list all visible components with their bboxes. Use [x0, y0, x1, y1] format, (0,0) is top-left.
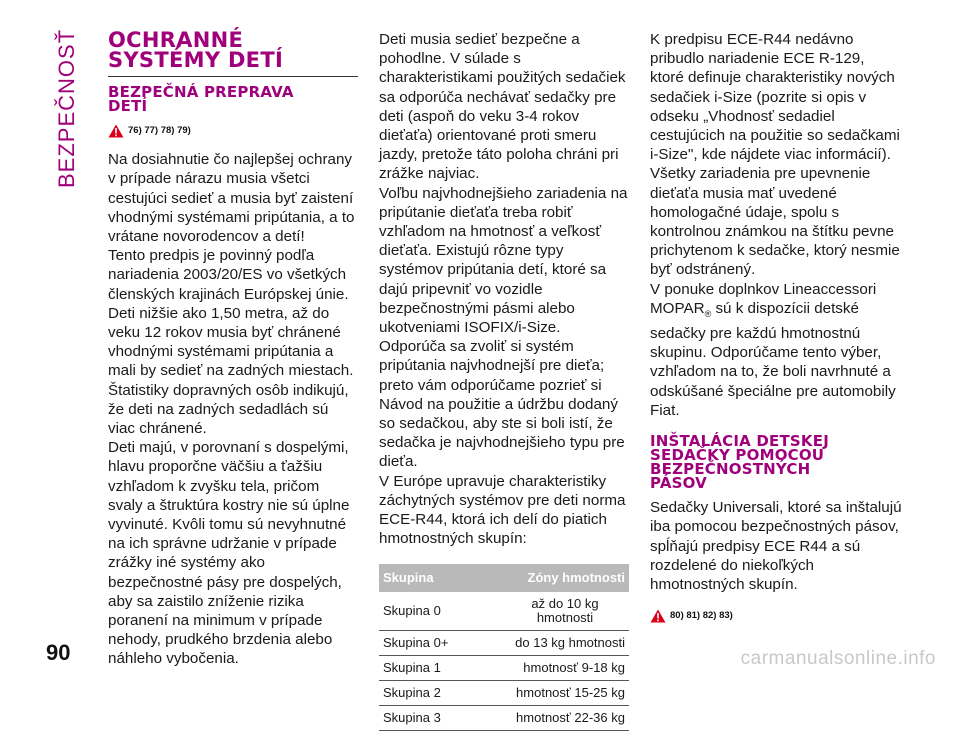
- chapter-title-line-2: SYSTÉMY DETÍ: [108, 48, 284, 72]
- warning-references: [108, 121, 358, 140]
- table-row: [379, 631, 629, 656]
- mopar-text-start: V ponuke doplnkov Lineaccessori MOPAR: [650, 280, 877, 317]
- table-row: [379, 681, 629, 706]
- mopar-text-end: sú k dispozícii detské sedačky pre každú hmotnostnú skupinu. Odporúčame tento výber, vzhľadom na to, že boli navrhnuté a odskúšané špeciálne pre automobily Fiat.: [650, 299, 896, 419]
- section-title-belt-installation: [650, 432, 902, 493]
- table-cell-weight: do 13 kg hmotnosti: [501, 631, 629, 656]
- side-section-label: BEZPEČNOSŤ: [54, 28, 79, 188]
- table-row: [379, 706, 629, 731]
- table-cell-group: Skupina 3: [379, 706, 501, 731]
- warning-refs-text: 80) 81) 82) 83): [670, 610, 733, 622]
- paragraph: Sedačky Universali, ktoré sa inštalujú iba pomocou bezpečnostných pásov, spĺňajú predpisy ECE R44 a sú rozdelené do niekoľkých hmotnostných skupín.: [650, 499, 902, 593]
- table-cell-weight: hmotnosť 15-25 kg: [501, 681, 629, 706]
- paragraph: Tento predpis je povinný podľa nariadenia 2003/20/ES vo všetkých členských krajinách Európskej únie.: [108, 247, 349, 303]
- table-header-weight: Zóny hmotnosti: [501, 564, 629, 592]
- section-title-safe-transport: [108, 85, 358, 113]
- paragraph: Deti nižšie ako 1,50 metra, až do veku 12 rokov musia byť chránené vhodnými systémami pripútania a mali by sedieť na zadných miestach.: [108, 304, 354, 380]
- table-row: [379, 656, 629, 681]
- paragraph: Všetky zariadenia pre upevnenie dieťaťa musia mať uvedené homologačné údaje, spolu s kontrolnou známkou na štítku pevne prichytenom k sedačke, ktorý nesmie byť odstránený.: [650, 165, 900, 279]
- warning-triangle-icon: [108, 124, 124, 138]
- warning-triangle-icon: [650, 609, 666, 623]
- chapter-title-line-1: OCHRANNÉ: [108, 28, 244, 52]
- paragraph: K predpisu ECE-R44 nedávno pribudlo nariadenie ECE R-129, ktoré definuje charakteristiky nových sedačiek i-Size (pozrite si opis v odseku „Vhodnosť sedadiel cestujúcich na použitie so sedačkami i-Size", kde nájdete viac informácií).: [650, 31, 900, 164]
- column-2: [379, 30, 629, 731]
- table-cell-group: Skupina 0+: [379, 631, 501, 656]
- watermark: carmanualsonline.info: [740, 648, 936, 669]
- section-title-line-2: SEDAČKY POMOCOU: [650, 446, 825, 465]
- table-cell-weight: až do 10 kg hmotnosti: [501, 592, 629, 631]
- table-cell-weight: hmotnosť 9-18 kg: [501, 656, 629, 681]
- paragraph: V Európe upravuje charakteristiky záchytných systémov pre deti norma ECE-R44, ktorá ich delí do piatich hmotnostných skupín:: [379, 472, 626, 548]
- paragraph: Voľbu najvhodnejšieho zariadenia na pripútanie dieťaťa treba robiť vzhľadom na hmotnosť a veľkosť dieťaťa. Existujú rôzne typy systémov pripútania detí, ktoré sa dajú pripevniť vo vozidle bezpečnostnými pásmi alebo ukotveniami ISOFIX/i-Size.: [379, 184, 628, 337]
- section-title-line-4: PÁSOV: [650, 474, 707, 493]
- weight-groups-table: [379, 564, 629, 731]
- column-1: [108, 30, 358, 669]
- section-title-line-1: INŠTALÁCIA DETSKEJ: [650, 432, 829, 451]
- warning-references: [650, 606, 902, 625]
- section-title-line-2: DETÍ: [108, 97, 148, 115]
- warning-refs-text: 76) 77) 78) 79): [128, 125, 191, 136]
- paragraph: Štatistiky dopravných osôb indikujú, že deti na zadných sedadlách sú viac chránené.: [108, 381, 349, 438]
- section-title-line-3: BEZPEČNOSTNÝCH: [650, 460, 811, 479]
- table-header-group: Skupina: [379, 564, 501, 592]
- table-row: [379, 592, 629, 631]
- section-title-line-1: BEZPEČNÁ PREPRAVA: [108, 83, 294, 101]
- page-number: 90: [46, 640, 71, 665]
- paragraph: Na dosiahnutie čo najlepšej ochrany v prípade nárazu musia všetci cestujúci sedieť a musia byť zaistení vhodnými systémami pripútania, a to vrátane novorodencov a detí!: [108, 151, 355, 246]
- table-cell-weight: hmotnosť 22-36 kg: [501, 706, 629, 731]
- paragraph: Deti majú, v porovnaní s dospelými, hlavu proporčne väčšiu a ťažšiu vzhľadom k zvyšku tela, pričom svaly a štruktúra kostry nie sú úplne vyvinuté. Kvôli tomu sú nevyhnutné na ich správne udržanie v prípade zrážky iné systémy ako bezpečnostné pásy pre dospelých, aby sa zaistilo zníženie rizika poranení na minimum v prípade nehody, prudkého brzdenia alebo náhleho vybočenia.: [108, 439, 350, 668]
- table-cell-group: Skupina 1: [379, 656, 501, 681]
- table-cell-group: Skupina 0: [379, 592, 501, 631]
- chapter-title: [108, 30, 358, 77]
- table-cell-group: Skupina 2: [379, 681, 501, 706]
- registered-mark: ®: [704, 308, 712, 319]
- column-3: [650, 30, 902, 635]
- paragraph: Deti musia sedieť bezpečne a pohodlne. V súlade s charakteristikami použitých sedačiek sa odporúča nechávať sedačky pre deti (aspoň do veku 3-4 rokov dieťaťa) orientované proti smeru jazdy, pretože táto poloha chráni pri zrážke najviac.: [379, 31, 626, 183]
- side-section-tab: [54, 28, 90, 188]
- table-header-row: [379, 564, 629, 592]
- paragraph: Odporúča sa zvoliť si systém pripútania najvhodnejší pre dieťa; preto vám odporúčame pozrieť si Návod na použitie a údržbu dodaný so sedačkou, aby ste si boli istí, že sedačka je najvhodnejšieho typu pre dieťa.: [379, 338, 625, 471]
- paragraph-mopar: [650, 280, 902, 420]
